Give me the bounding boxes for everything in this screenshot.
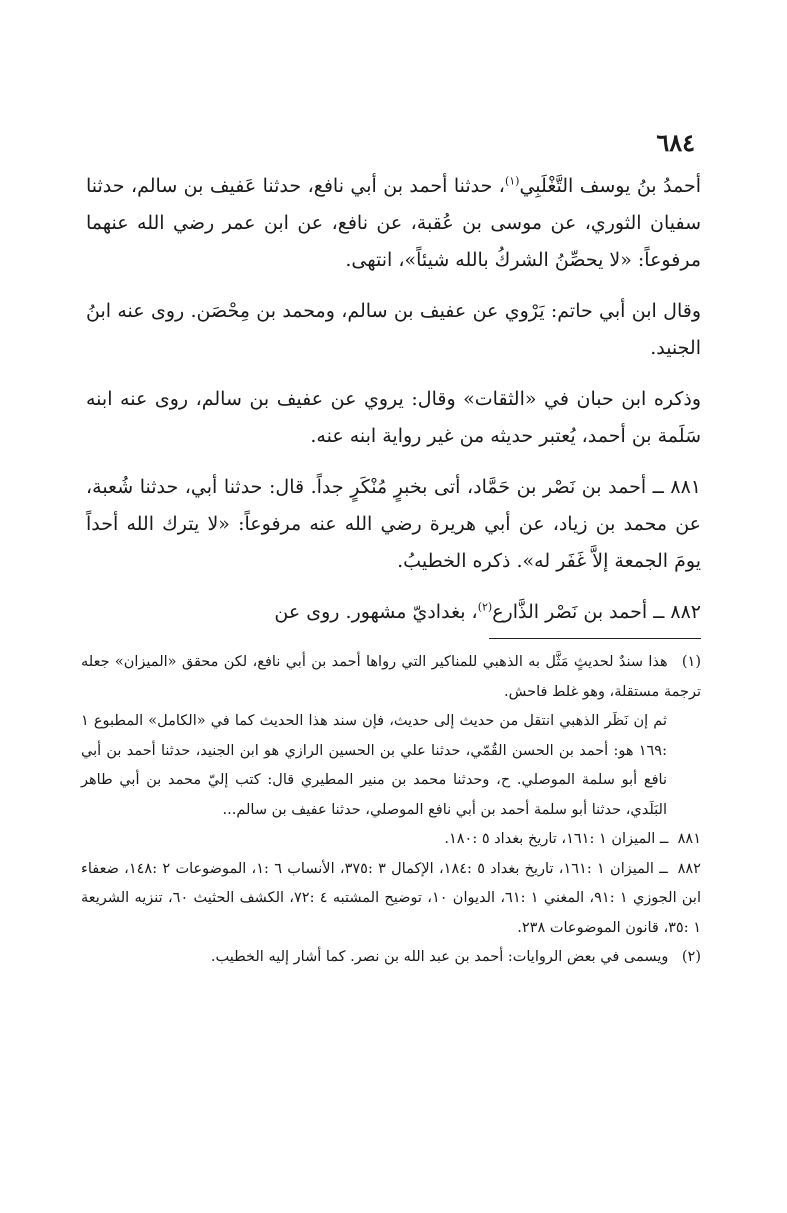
main-text [86, 168, 701, 645]
ibn-hibban-paragraph: وذكره ابن حبان في «الثقات» وقال: يروي عن عفيف بن سالم، روى عنه ابنه سَلَمة بن أحمد، يُعتبر حديثه من غير رواية ابنه عنه. [86, 388, 701, 447]
footnote-1-text: هذا سندٌ لحديثٍ مَثَّل به الذهبي للمناكير التي رواها أحمد بن أبي نافع، لكن محقق «الميزان» جعله ترجمة مستقلة، وهو غلط فاحش. [81, 654, 701, 700]
entry-880-continuation [86, 168, 701, 279]
footnote-ref-1: (١) [504, 174, 520, 188]
footnote-1 [81, 648, 701, 707]
source-881-number: ٨٨١ [677, 831, 701, 847]
p5-rest: ، بغداديّ مشهور. روى عن [274, 601, 478, 623]
source-881-text: ــ الميزان ١ :١٦١، تاريخ بغداد ٥ :١٨٠. [444, 831, 669, 847]
footnote-1-marker: (١) [681, 654, 702, 670]
ibn-abi-hatim-paragraph: وقال ابن أبي حاتم: يَرْوي عن عفيف بن سالم، ومحمد بن مِحْصَن. روى عنه ابنُ الجنيد. [86, 300, 701, 359]
footnote-2 [81, 943, 701, 973]
source-881 [81, 825, 701, 855]
footnote-separator [489, 638, 701, 639]
source-882-number: ٨٨٢ [677, 860, 701, 877]
footnote-ref-2: (٢) [477, 600, 493, 614]
page-number: ٦٨٤ [656, 128, 695, 157]
footnote-1-continuation: ثم إن نَظَر الذهبي انتقل من حديث إلى حديث، فإن سند هذا الحديث كما في «الكامل» المطبوع ١ :١٦٩ هو: أحمد بن الحسن القُمّي، حدثنا علي بن الحسين الرازي هو ابن الجنيد، حدثنا أحمد بن أبي نافع أبو سلمة الموصلي. ح، وحدثنا محمد بن منير المطيري قال: كتب إليّ محمد بن أبي طاهر البَلَدي، حدثنا أبو سلمة أحمد بن أبي نافع الموصلي، حدثنا عفيف بن سالم... [81, 713, 667, 818]
source-882-text: ــ الميزان ١ :١٦١، تاريخ بغداد ٥ :١٨٤، الإكمال ٣ :٣٧٥، الأنساب ٦ :١، الموضوعات ٢ :١٤٨، ضعفاء ابن الجوزي ١ :٩١، المغني ١ :٦١، الديوان ١٠، توضيح المشتبه ٤ :٧٢، الكشف الحثيث ٦٠، تنزيه الشريعة ١ :٣٥، قانون الموضوعات ٢٣٨. [81, 860, 701, 936]
source-882 [81, 855, 701, 944]
p1-rest: ، حدثنا أحمد بن أبي نافع، حدثنا عَفيف بن سالم، حدثنا سفيان الثوري، عن موسى بن عُقبة، عن نافع، عن ابن عمر رضي الله عنهما مرفوعاً: «لا يحصِّنُ الشركُ بالله شيئاً»، انتهى. [86, 175, 701, 271]
footnotes [81, 648, 701, 973]
entry-882 [86, 594, 701, 631]
p1-start: أحمدُ بنُ يوسف التَّغْلَبِي [519, 175, 701, 197]
p5-start: ٨٨٢ ــ أحمد بن نَصْر الذَّارع [492, 601, 701, 623]
entry-881: ٨٨١ ــ أحمد بن نَصْر بن حَمَّاد، أتى بخبرٍ مُنْكَرٍ جداً. قال: حدثنا أبي، حدثنا شُعبة، عن محمد بن زياد، عن أبي هريرة رضي الله عنه مرفوعاً: «لا يترك الله أحداً يومَ الجمعة إلاَّ غَفَر له». ذكره الخطيبُ. [86, 476, 701, 572]
footnote-2-text: ويسمى في بعض الروايات: أحمد بن عبد الله بن نصر. كما أشار إليه الخطيب. [210, 949, 669, 965]
footnote-2-marker: (٢) [681, 949, 701, 965]
